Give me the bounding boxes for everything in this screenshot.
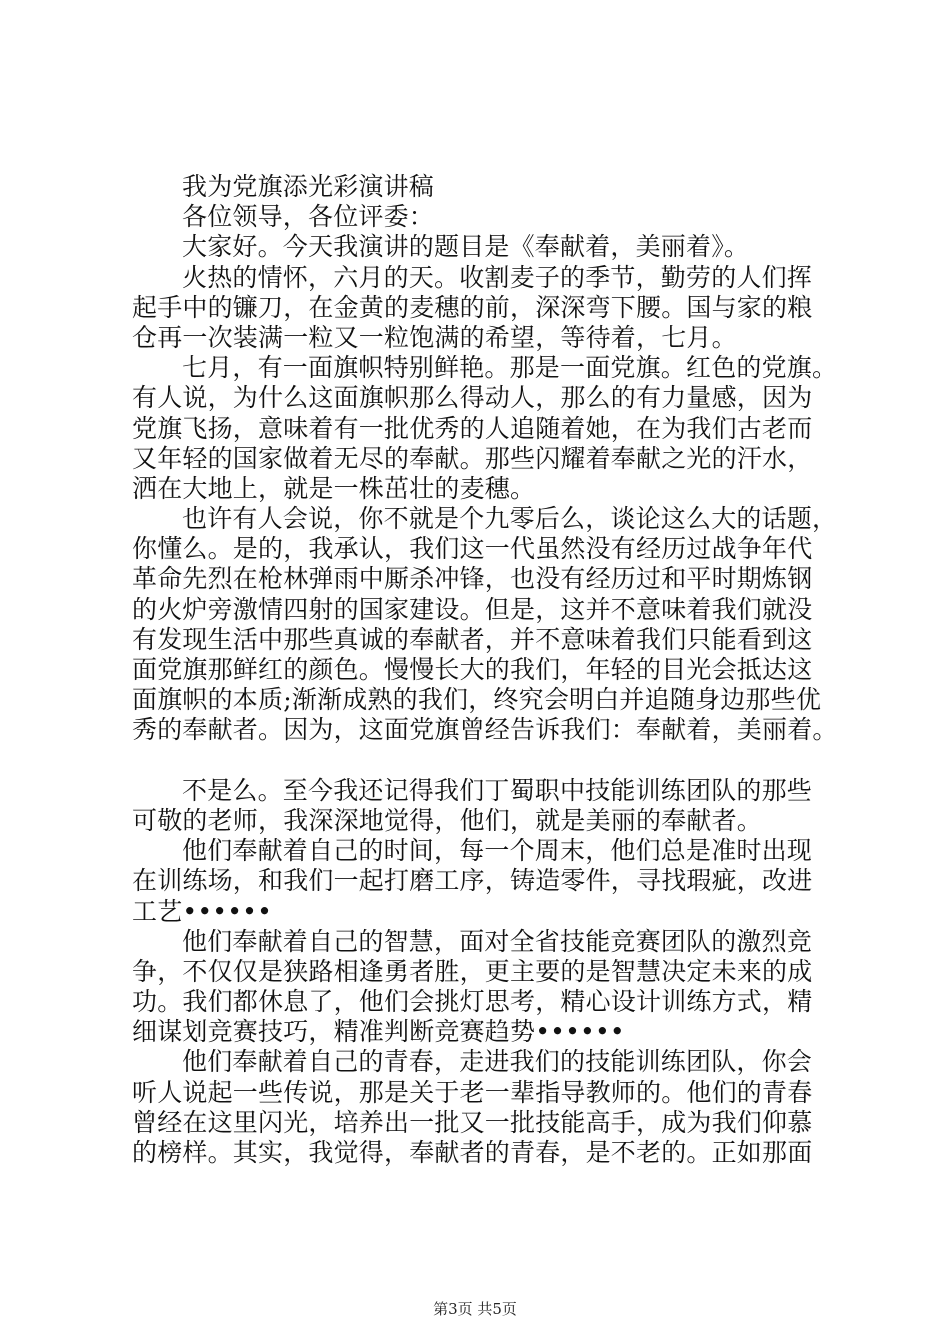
text-line: 在训练场，和我们一起打磨工序，铸造零件，寻找瑕疵，改进	[132, 866, 813, 896]
text-line: 起手中的镰刀，在金黄的麦穗的前，深深弯下腰。国与家的粮	[132, 292, 813, 322]
text-line: 曾经在这里闪光，培养出一批又一批技能高手，成为我们仰慕	[132, 1107, 813, 1137]
text-line: 七月，有一面旗帜特别鲜艳。那是一面党旗。红色的党旗。	[182, 353, 838, 383]
page-footer: 第3页 共5页	[433, 1300, 517, 1318]
text-line: 我为党旗添光彩演讲稿	[182, 172, 435, 201]
text-line: 争，不仅仅是狭路相逢勇者胜，更主要的是智慧决定未来的成	[132, 956, 813, 986]
text-line: 有人说，为什么这面旗帜那么得动人，那么的有力量感，因为	[132, 383, 813, 413]
text-line: 他们奉献着自己的智慧，面对全省技能竞赛团队的激烈竞	[182, 926, 813, 956]
text-line: 各位领导，各位评委：	[182, 202, 435, 232]
text-line: 火热的情怀，六月的天。收割麦子的季节，勤劳的人们挥	[182, 262, 813, 292]
text-line: 的榜样。其实，我觉得，奉献者的青春，是不老的。正如那面	[132, 1138, 813, 1167]
text-line: 的火炉旁激情四射的国家建设。但是，这并不意味着我们就没	[132, 594, 813, 624]
document-body	[132, 172, 852, 1168]
text-line: 又年轻的国家做着无尽的奉献。那些闪耀着奉献之光的汗水，	[132, 443, 813, 473]
text-line: 有发现生活中那些真诚的奉献者，并不意味着我们只能看到这	[132, 624, 813, 654]
text-line: 他们奉献着自己的时间，每一个周末，他们总是准时出现	[182, 836, 813, 866]
text-line: 革命先烈在枪林弹雨中厮杀冲锋，也没有经历过和平时期炼钢	[132, 564, 813, 594]
text-line: 面旗帜的本质;渐渐成熟的我们，终究会明白并追随身边那些优	[132, 685, 822, 715]
text-line: 不是么。至今我还记得我们丁蜀职中技能训练团队的那些	[182, 775, 813, 805]
text-line: 你懂么。是的，我承认，我们这一代虽然没有经历过战争年代	[132, 534, 813, 564]
text-line: 也许有人会说，你不就是个九零后么，谈论这么大的话题，	[182, 504, 838, 534]
text-line: 面党旗那鲜红的颜色。慢慢长大的我们，年轻的目光会抵达这	[132, 655, 813, 684]
text-line: 大家好。今天我演讲的题目是《奉献着，美丽着》。	[182, 232, 750, 262]
text-line: 细谋划竞赛技巧，精准判断竞赛趋势••••••	[132, 1017, 625, 1047]
text-line: 洒在大地上，就是一株茁壮的麦穗。	[132, 473, 536, 503]
text-line: 可敬的老师，我深深地觉得，他们，就是美丽的奉献者。	[132, 805, 763, 835]
text-line: 仓再一次装满一粒又一粒饱满的希望，等待着，七月。	[132, 322, 737, 352]
text-line: 党旗飞扬，意味着有一批优秀的人追随着她，在为我们古老而	[132, 413, 813, 443]
text-line: 秀的奉献者。因为，这面党旗曾经告诉我们：奉献着，美丽着。	[132, 715, 838, 745]
blank-line	[132, 746, 852, 776]
text-line: 工艺••••••	[132, 896, 273, 926]
text-line: 听人说起一些传说，那是关于老一辈指导教师的。他们的青春	[132, 1077, 813, 1107]
text-line: 功。我们都休息了，他们会挑灯思考，精心设计训练方式，精	[132, 987, 813, 1017]
text-line: 他们奉献着自己的青春，走进我们的技能训练团队，你会	[182, 1047, 813, 1077]
